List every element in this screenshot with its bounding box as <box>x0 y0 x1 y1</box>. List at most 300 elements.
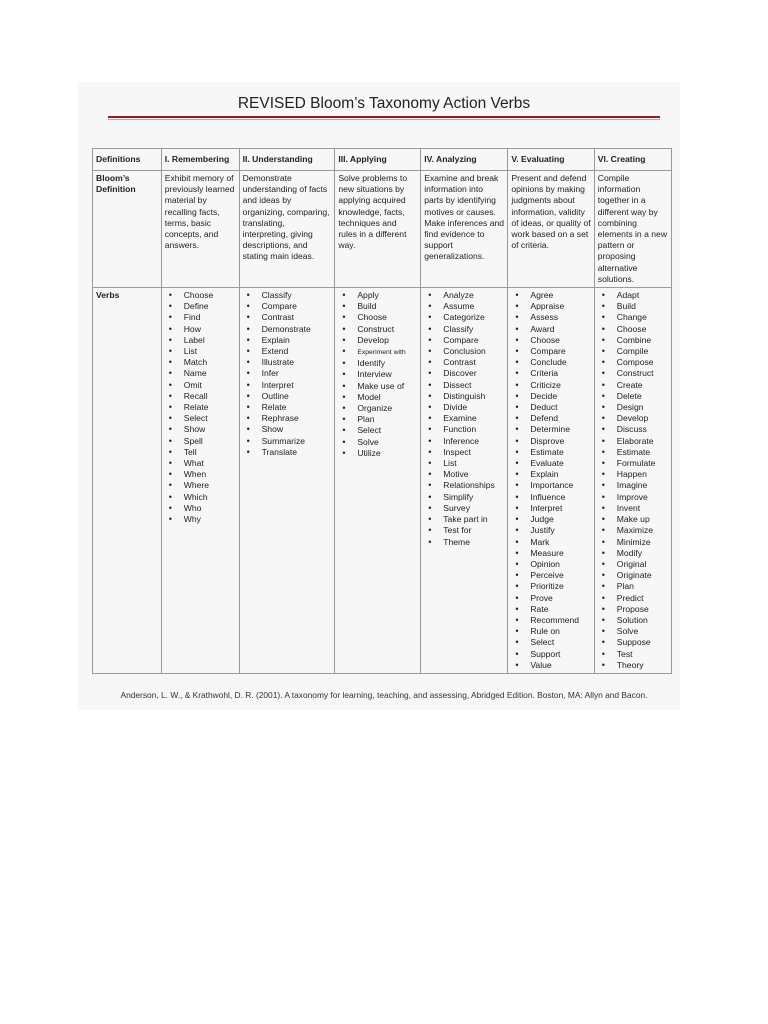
verb-text: Choose <box>616 323 647 334</box>
verb-text: Prioritize <box>530 581 564 592</box>
verb-item <box>598 525 668 536</box>
verb-text: Translate <box>261 446 298 457</box>
verb-text: Experiment with <box>357 349 406 357</box>
verb-text: Compile <box>616 346 649 357</box>
verb-text: Solve <box>357 436 379 447</box>
verb-text: Recommend <box>530 614 580 625</box>
verb-text: Divide <box>443 402 468 413</box>
verb-text: Imagine <box>616 480 648 491</box>
verb-item <box>424 537 504 548</box>
verb-item <box>511 402 590 413</box>
verb-item <box>598 346 668 357</box>
verb-item <box>165 413 236 424</box>
verb-text: Theory <box>616 659 644 670</box>
verb-text: Develop <box>357 334 389 345</box>
verb-text: Prove <box>530 592 553 603</box>
verb-item <box>511 615 590 626</box>
verb-text: Illustrate <box>261 357 295 368</box>
verb-item <box>165 357 236 368</box>
verb-item <box>598 312 668 323</box>
verb-item <box>511 537 590 548</box>
verb-list-analyzing <box>424 290 504 548</box>
verb-text: Define <box>183 301 209 312</box>
verb-text: Choose <box>357 312 387 323</box>
verb-item <box>598 581 668 592</box>
verb-item <box>424 525 504 536</box>
verb-item <box>511 436 590 447</box>
verb-text: Apply <box>357 290 379 301</box>
verb-text: Make up <box>616 514 650 525</box>
verb-item <box>598 424 668 435</box>
verb-text: Estimate <box>616 446 651 457</box>
verb-item <box>243 312 332 323</box>
verb-text: Select <box>530 637 555 648</box>
verb-text: Improve <box>616 491 648 502</box>
verb-text: Model <box>357 391 381 402</box>
verb-item <box>338 335 417 346</box>
verb-text: Recall <box>183 390 208 401</box>
verb-item <box>165 346 236 357</box>
verb-item <box>511 548 590 559</box>
verb-text: Create <box>616 379 643 390</box>
title-underline-shadow <box>108 119 660 120</box>
verb-item <box>338 392 417 403</box>
verb-item <box>511 570 590 581</box>
verb-item <box>243 402 332 413</box>
verb-text: Theme <box>443 536 470 547</box>
verb-text: Who <box>183 502 202 513</box>
verb-item <box>165 492 236 503</box>
verb-item <box>424 447 504 458</box>
verb-text: Interpret <box>530 502 563 513</box>
verb-text: Name <box>183 368 207 379</box>
verb-text: Extend <box>261 346 289 357</box>
verb-text: Why <box>183 514 201 525</box>
verb-item <box>165 301 236 312</box>
verb-item <box>424 312 504 323</box>
verb-item <box>243 380 332 391</box>
verb-item <box>598 447 668 458</box>
verb-text: Opinion <box>530 558 560 569</box>
verb-text: Assume <box>443 301 475 312</box>
verb-text: Select <box>183 413 208 424</box>
verb-item <box>338 369 417 380</box>
verb-text: Show <box>261 424 284 435</box>
verb-item <box>598 290 668 301</box>
verb-text: Formulate <box>616 458 656 469</box>
verb-text: Organize <box>357 403 393 414</box>
definition-row <box>93 171 672 288</box>
verbs-applying <box>335 288 421 674</box>
header-creating: VI. Creating <box>594 149 671 171</box>
verb-text: Judge <box>530 514 554 525</box>
verb-item <box>511 503 590 514</box>
verb-item <box>511 312 590 323</box>
verb-text: Change <box>616 312 647 323</box>
header-understanding: II. Understanding <box>239 149 335 171</box>
verb-item <box>598 604 668 615</box>
verb-item <box>598 570 668 581</box>
verb-item <box>598 537 668 548</box>
verb-text: Rephrase <box>261 413 299 424</box>
verb-text: Compare <box>261 301 297 312</box>
verb-text: Maximize <box>616 525 654 536</box>
verb-text: Determine <box>530 424 570 435</box>
verb-text: Identify <box>357 358 386 369</box>
verb-text: Relate <box>261 402 287 413</box>
verb-item <box>511 335 590 346</box>
verb-item <box>338 414 417 425</box>
verb-item <box>165 424 236 435</box>
verb-text: Influence <box>530 491 566 502</box>
definition-understanding: Demonstrate understanding of facts and ideas by organizing, comparing, translating, interpreting, giving descriptions, and stating main ideas. <box>239 171 335 288</box>
verb-text: Classify <box>261 290 292 301</box>
verb-item <box>338 346 417 358</box>
verb-text: Develop <box>616 413 649 424</box>
verb-list-understanding <box>243 290 332 458</box>
verb-text: Show <box>183 424 206 435</box>
verb-text: Appraise <box>530 301 565 312</box>
verb-text: Motive <box>443 469 469 480</box>
verbs-analyzing <box>421 288 508 674</box>
verb-item <box>424 402 504 413</box>
verb-text: Deduct <box>530 402 558 413</box>
verb-text: Tell <box>183 446 197 457</box>
verb-item <box>511 368 590 379</box>
header-row <box>93 149 672 171</box>
verb-item <box>243 346 332 357</box>
verb-text: Importance <box>530 480 574 491</box>
definition-remembering: Exhibit memory of previously learned material by recalling facts, terms, basic concepts, and answers. <box>161 171 239 288</box>
verb-item <box>424 290 504 301</box>
verb-text: Classify <box>443 323 474 334</box>
verb-item <box>165 324 236 335</box>
definition-creating: Compile information together in a different way by combining elements in a new pattern or proposing alternative solutions. <box>594 171 671 288</box>
verb-item <box>511 604 590 615</box>
verb-text: Build <box>357 301 377 312</box>
verb-item <box>165 436 236 447</box>
citation: Anderson, L. W., & Krathwohl, D. R. (2001). A taxonomy for learning, teaching, and assessing, Abridged Edition. Boston, MA: Allyn and Bacon. <box>120 690 648 700</box>
verb-text: Estimate <box>530 446 564 457</box>
definition-evaluating: Present and defend opinions by making judgments about information, validity of ideas, or quality of work based on a set of criteria. <box>508 171 594 288</box>
verb-item <box>598 391 668 402</box>
verb-item <box>598 380 668 391</box>
verb-text: Happen <box>616 469 647 480</box>
verb-list-creating <box>598 290 668 671</box>
verb-text: Invent <box>616 502 641 513</box>
verb-text: Explain <box>530 469 559 480</box>
verb-item <box>424 380 504 391</box>
verb-item <box>598 593 668 604</box>
verb-item <box>338 358 417 369</box>
verb-item <box>598 660 668 671</box>
verb-item <box>598 357 668 368</box>
verb-text: What <box>183 458 204 469</box>
verb-text: Build <box>616 301 636 312</box>
verb-item <box>424 458 504 469</box>
verbs-understanding <box>239 288 335 674</box>
verb-item <box>511 480 590 491</box>
verb-item <box>165 335 236 346</box>
verb-text: Test <box>616 648 633 659</box>
verb-text: Inference <box>443 435 480 446</box>
verb-text: Test for <box>443 525 472 536</box>
verb-text: List <box>443 458 457 469</box>
verb-text: Rule on <box>530 626 560 637</box>
header-remembering: I. Remembering <box>161 149 239 171</box>
verb-item <box>511 660 590 671</box>
verb-item <box>598 548 668 559</box>
header-evaluating: V. Evaluating <box>508 149 594 171</box>
verb-text: Where <box>183 480 210 491</box>
verb-list-remembering <box>165 290 236 525</box>
verb-text: Rate <box>530 603 549 614</box>
verb-text: Originate <box>616 570 652 581</box>
verb-item <box>165 480 236 491</box>
verb-text: Omit <box>183 379 202 390</box>
verb-text: Make use of <box>357 380 405 391</box>
verb-item <box>511 637 590 648</box>
verb-item <box>598 335 668 346</box>
verb-item <box>598 480 668 491</box>
verb-item <box>598 649 668 660</box>
verb-item <box>165 458 236 469</box>
header-applying: III. Applying <box>335 149 421 171</box>
verb-item <box>424 424 504 435</box>
verb-item <box>243 335 332 346</box>
page-title: REVISED Bloom’s Taxonomy Action Verbs <box>237 95 531 112</box>
verb-item <box>243 290 332 301</box>
verb-text: Distinguish <box>443 390 486 401</box>
verb-text: Elaborate <box>616 435 654 446</box>
verb-item <box>598 492 668 503</box>
verb-text: Interview <box>357 369 392 380</box>
verb-text: Contrast <box>443 357 476 368</box>
verb-text: Take part in <box>443 514 488 525</box>
verb-text: Choose <box>183 290 214 301</box>
verb-text: Value <box>530 659 552 670</box>
verb-text: Agree <box>530 290 554 301</box>
definition-applying: Solve problems to new situations by applying acquired knowledge, facts, techniques and rules in a different way. <box>335 171 421 288</box>
verb-item <box>424 357 504 368</box>
verb-item <box>598 626 668 637</box>
verb-item <box>338 290 417 301</box>
verb-text: Utilize <box>357 447 381 458</box>
verb-text: Combine <box>616 334 652 345</box>
verb-text: Select <box>357 425 382 436</box>
verb-text: Explain <box>261 334 290 345</box>
verb-item <box>511 447 590 458</box>
verb-list-applying <box>338 290 417 459</box>
verb-text: Evaluate <box>530 458 564 469</box>
verb-item <box>338 425 417 436</box>
verb-text: Criticize <box>530 379 561 390</box>
verb-item <box>338 324 417 335</box>
verbs-row-label: Verbs <box>93 288 162 674</box>
verb-item <box>511 301 590 312</box>
verb-item <box>511 290 590 301</box>
verbs-evaluating <box>508 288 594 674</box>
verb-item <box>165 290 236 301</box>
verb-text: Compare <box>443 334 479 345</box>
verb-text: Survey <box>443 502 470 513</box>
verb-item <box>243 436 332 447</box>
verb-item <box>511 559 590 570</box>
verb-text: When <box>183 469 207 480</box>
header-analyzing: IV. Analyzing <box>421 149 508 171</box>
verb-text: Dissect <box>443 379 472 390</box>
verb-text: Which <box>183 491 208 502</box>
verb-text: Construct <box>616 368 654 379</box>
verb-text: Inspect <box>443 446 471 457</box>
verb-item <box>511 458 590 469</box>
verb-item <box>511 413 590 424</box>
verb-text: Design <box>616 402 644 413</box>
verb-item <box>165 469 236 480</box>
verb-item <box>598 559 668 570</box>
verb-item <box>598 413 668 424</box>
verb-item <box>511 346 590 357</box>
verb-list-evaluating <box>511 290 590 671</box>
verb-item <box>424 480 504 491</box>
verb-text: Relationships <box>443 480 495 491</box>
verb-item <box>243 301 332 312</box>
verb-text: Perceive <box>530 570 564 581</box>
verb-text: Propose <box>616 603 649 614</box>
verb-item <box>511 514 590 525</box>
verb-item <box>598 615 668 626</box>
verb-text: Demonstrate <box>261 323 311 334</box>
verb-text: Defend <box>530 413 559 424</box>
verb-text: Justify <box>530 525 555 536</box>
verb-item <box>165 503 236 514</box>
verb-item <box>165 514 236 525</box>
verb-item <box>424 469 504 480</box>
verb-text: Suppose <box>616 637 651 648</box>
verb-item <box>511 391 590 402</box>
verb-text: Interpret <box>261 379 294 390</box>
verb-item <box>424 514 504 525</box>
verb-text: How <box>183 323 201 334</box>
verb-item <box>338 403 417 414</box>
header-definitions: Definitions <box>93 149 162 171</box>
verb-text: Discover <box>443 368 477 379</box>
verb-item <box>243 357 332 368</box>
verb-text: Mark <box>530 536 550 547</box>
verb-item <box>424 346 504 357</box>
verb-item <box>424 503 504 514</box>
verb-text: Modify <box>616 547 643 558</box>
verb-item <box>598 324 668 335</box>
verb-text: Choose <box>530 334 560 345</box>
verb-item <box>243 413 332 424</box>
verb-item <box>424 492 504 503</box>
verb-text: Outline <box>261 390 289 401</box>
verb-item <box>511 492 590 503</box>
verb-text: Match <box>183 357 208 368</box>
verb-text: Find <box>183 312 201 323</box>
verb-item <box>598 436 668 447</box>
verb-text: Function <box>443 424 477 435</box>
verb-item <box>165 391 236 402</box>
verb-text: List <box>183 346 198 357</box>
verb-item <box>598 458 668 469</box>
verb-item <box>424 335 504 346</box>
verb-item <box>338 381 417 392</box>
verb-text: Compare <box>530 346 566 357</box>
verb-item <box>243 391 332 402</box>
verb-item <box>165 312 236 323</box>
verb-text: Plan <box>616 581 634 592</box>
verb-text: Disprove <box>530 435 565 446</box>
definition-analyzing: Examine and break information into parts by identifying motives or causes. Make inferences and find evidence to support generalizations. <box>421 171 508 288</box>
verb-text: Conclusion <box>443 346 486 357</box>
verb-item <box>598 469 668 480</box>
verb-item <box>243 447 332 458</box>
verb-text: Original <box>616 558 647 569</box>
verb-item <box>511 593 590 604</box>
verbs-row <box>93 288 672 674</box>
verb-text: Solution <box>616 614 648 625</box>
verb-text: Measure <box>530 547 564 558</box>
verb-text: Decide <box>530 390 558 401</box>
verb-text: Award <box>530 323 555 334</box>
verb-text: Solve <box>616 626 639 637</box>
verb-item <box>511 424 590 435</box>
verb-item <box>424 368 504 379</box>
verb-item <box>338 312 417 323</box>
verb-item <box>598 301 668 312</box>
verb-item <box>598 503 668 514</box>
verb-text: Plan <box>357 414 375 425</box>
verb-item <box>243 368 332 379</box>
verb-item <box>511 581 590 592</box>
verb-item <box>598 514 668 525</box>
verb-item <box>243 424 332 435</box>
verb-text: Infer <box>261 368 279 379</box>
verb-item <box>243 324 332 335</box>
verb-item <box>165 380 236 391</box>
verb-text: Analyze <box>443 290 474 301</box>
verb-item <box>338 448 417 459</box>
title-underline <box>108 116 660 118</box>
definition-row-label: Bloom’s Definition <box>93 171 162 288</box>
verb-text: Conclude <box>530 357 567 368</box>
verb-text: Simplify <box>443 491 474 502</box>
verb-item <box>511 626 590 637</box>
verb-text: Compose <box>616 357 654 368</box>
verb-text: Adapt <box>616 290 640 301</box>
verb-item <box>424 436 504 447</box>
verb-item <box>338 437 417 448</box>
verb-item <box>424 301 504 312</box>
verb-text: Label <box>183 334 205 345</box>
verb-item <box>424 391 504 402</box>
verb-text: Construct <box>357 323 395 334</box>
verb-item <box>511 324 590 335</box>
verbs-creating <box>594 288 671 674</box>
taxonomy-table <box>92 148 672 674</box>
verbs-remembering <box>161 288 239 674</box>
verb-text: Minimize <box>616 536 651 547</box>
verb-text: Discuss <box>616 424 647 435</box>
verb-item <box>165 447 236 458</box>
verb-item <box>511 380 590 391</box>
verb-item <box>511 649 590 660</box>
verb-text: Summarize <box>261 435 306 446</box>
verb-item <box>424 324 504 335</box>
verb-text: Delete <box>616 390 642 401</box>
